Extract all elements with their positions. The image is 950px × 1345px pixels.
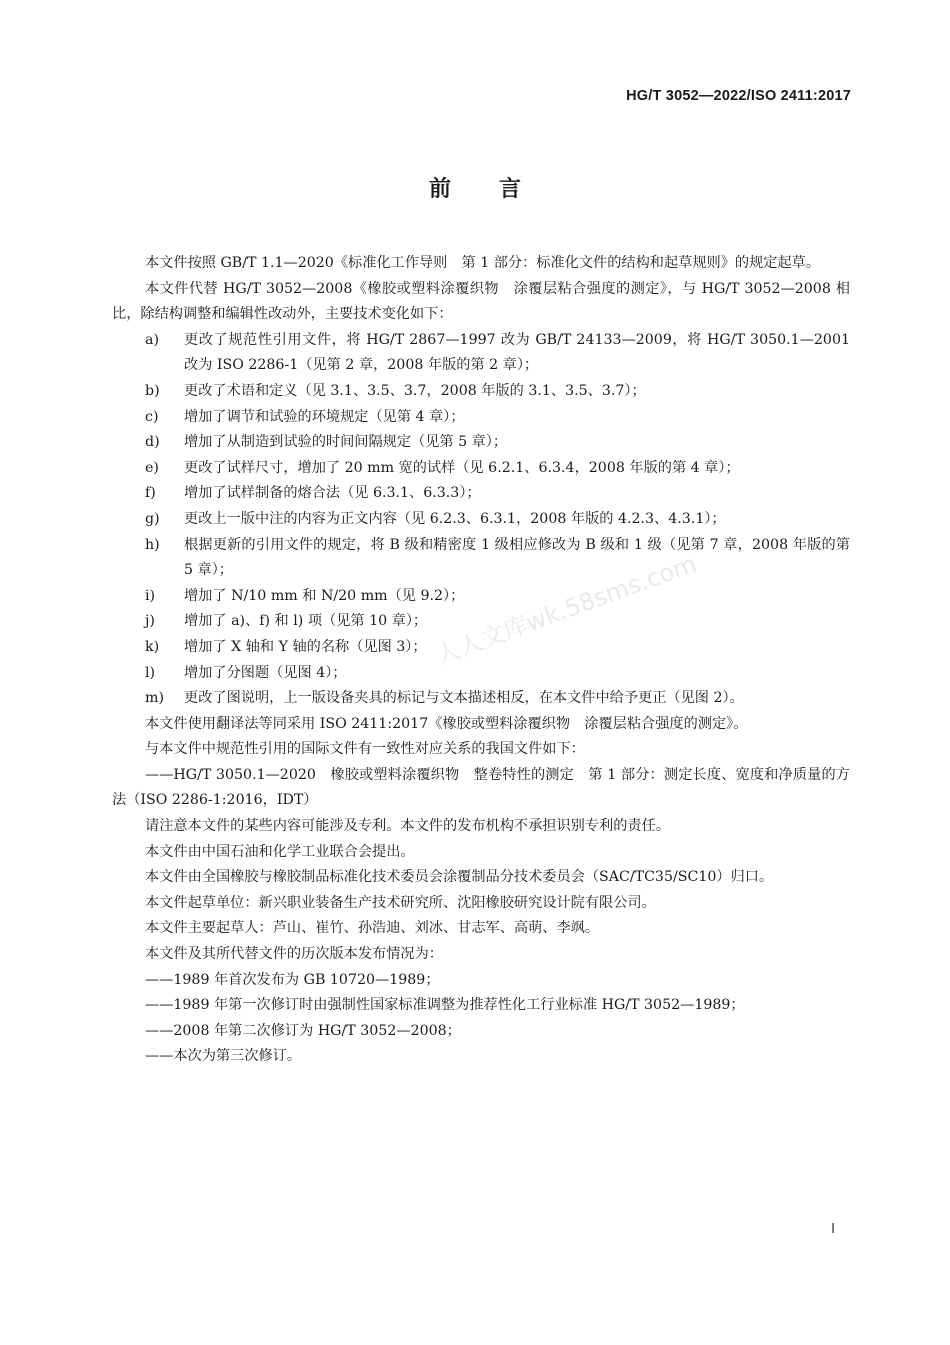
list-item: e) 更改了试样尺寸，增加了 20 mm 宽的试样（见 6.2.1、6.3.4，2008 年版的第 4 章）； [145,459,740,476]
list-item: j) 增加了 a)、f) 和 l) 项（见第 10 章）； [145,613,428,630]
list-item: h) 根据更新的引用文件的规定，将 B 级和精密度 1 级相应修改为 B 级和 1 级（见第 7 章，2008 年版的第 5 章）； [145,536,850,579]
list-item: b) 更改了术语和定义（见 3.1、3.5、3.7，2008 年版的 3.1、3.5、3.7）； [145,382,646,399]
list-item: c) 增加了调节和试验的环境规定（见第 4 章）； [145,408,465,425]
list-item: a) 更改了规范性引用文件，将 HG/T 2867—1997 改为 GB/T 24133—2009，将 HG/T 3050.1—2001 改为 ISO 2286-1（见第 2 章，2008 年版的第 2 章）； [145,331,850,374]
paragraph-drafting-rules: 本文件按照 GB/T 1.1—2020《标准化工作导则 第 1 部分：标准化文件的结构和起草规则》的规定起草。 [145,255,821,271]
page-number: I [831,1222,835,1237]
watermark: 人人文库wk.58sms.com [432,549,701,670]
paragraph-replacement: 本文件代替 HG/T 3052—2008《橡胶或塑料涂覆织物 涂覆层粘合强度的测定》，与 HG/T 3052—2008 相比，除结构调整和编辑性改动外，主要技术变化如下： [112,280,850,323]
paragraph-proposer: 本文件由中国石油和化学工业联合会提出。 [145,843,415,860]
list-item: ——本次为第三次修订。 [145,1048,302,1065]
list-item: i) 增加了 N/10 mm 和 N/20 mm（见 9.2）； [145,587,465,604]
paragraph-adoption: 本文件使用翻译法等同采用 ISO 2411:2017《橡胶或塑料涂覆织物 涂覆层粘合强度的测定》。 [145,715,748,732]
list-item: ——2008 年第二次修订为 HG/T 3052—2008； [145,1022,461,1039]
list-item: f) 增加了试样制备的熔合法（见 6.3.1、6.3.3）； [145,485,481,502]
paragraph-drafting-units: 本文件起草单位：新兴职业装备生产技术研究所、沈阳橡胶研究设计院有限公司。 [145,894,656,911]
paragraph-history-intro: 本文件及其所代替文件的历次版本发布情况为： [145,946,443,963]
paragraph-committee: 本文件由全国橡胶与橡胶制品标准化技术委员会涂覆制品分技术委员会（SAC/TC35/SC10）归口。 [145,869,774,886]
page-title: 前言 [428,177,569,202]
paragraph-correspondence: 与本文件中规范性引用的国际文件有一致性对应关系的我国文件如下： [145,741,585,758]
list-item: l) 增加了分图题（见图 4）； [145,664,347,681]
reference-item: ——HG/T 3050.1—2020 橡胶或塑料涂覆织物 整卷特性的测定 第 1 部分：测定长度、宽度和净质量的方法（ISO 2286-1:2016，IDT） [112,766,850,809]
list-item: g) 更改上一版中注的内容为正文内容（见 6.2.3、6.3.1，2008 年版的 4.2.3、4.3.1）； [145,510,726,527]
paragraph-drafters: 本文件主要起草人：芦山、崔竹、孙浩迪、刘冰、甘志军、高萌、李飒。 [145,920,600,937]
list-item: ——1989 年首次发布为 GB 10720—1989； [145,971,440,988]
history-list [112,968,850,1070]
document-body [112,251,850,1070]
list-item: ——1989 年第一次修订时由强制性国家标准调整为推荐性化工行业标准 HG/T 3052—1989； [145,997,745,1014]
standard-code: HG/T 3052—2022/ISO 2411:2017 [626,88,851,104]
list-item: m) 更改了图说明，上一版设备夹具的标记与文本描述相反，在本文件中给予更正（见图 2）。 [145,690,744,707]
paragraph-patent: 请注意本文件的某些内容可能涉及专利。本文件的发布机构不承担识别专利的责任。 [145,818,670,835]
list-item: k) 增加了 X 轴和 Y 轴的名称（见图 3）； [145,638,427,655]
list-item: d) 增加了从制造到试验的时间间隔规定（见第 5 章）； [145,434,508,451]
